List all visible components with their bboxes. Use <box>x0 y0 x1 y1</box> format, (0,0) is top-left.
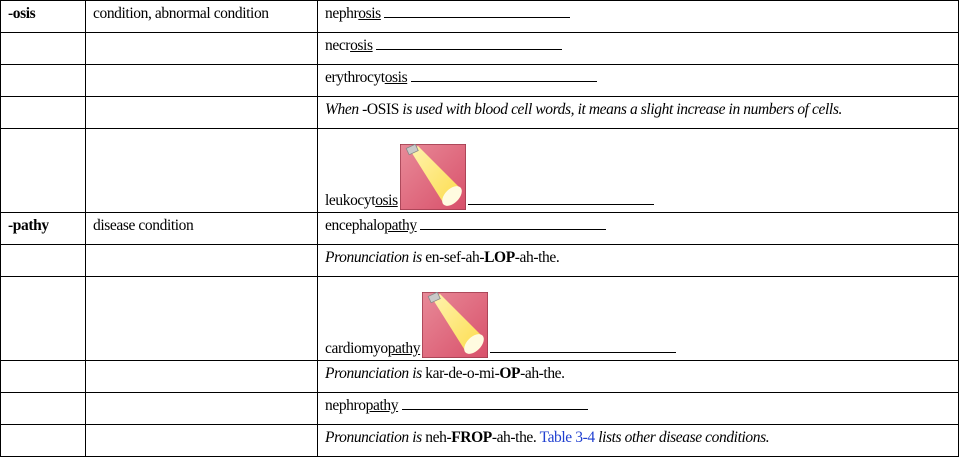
example-cell <box>318 33 959 65</box>
answer-blank[interactable] <box>468 192 654 205</box>
word-suffix: osis <box>375 192 398 209</box>
meaning-cell <box>86 97 318 129</box>
suffix-cell: -osis <box>1 1 86 33</box>
meaning-cell <box>86 361 318 393</box>
pronunciation-b: -ah-the. <box>520 365 565 382</box>
table-row <box>1 393 959 425</box>
word-root: leukocyt <box>325 192 376 209</box>
answer-blank[interactable] <box>376 37 562 50</box>
note-suffix: -OSIS <box>362 101 399 118</box>
example-cell <box>318 1 959 33</box>
suffix-cell <box>1 33 86 65</box>
meaning-cell <box>86 65 318 97</box>
answer-blank[interactable] <box>490 340 676 353</box>
answer-blank[interactable] <box>402 397 588 410</box>
word-suffix: osis <box>350 37 373 54</box>
word-suffix: osis <box>358 5 381 22</box>
answer-blank[interactable] <box>411 69 597 82</box>
pronunciation-label: Pronunciation is <box>325 365 422 382</box>
word-root: necr <box>325 37 351 54</box>
pronunciation-label: Pronunciation is <box>325 249 422 266</box>
spotlight-icon[interactable] <box>422 292 488 358</box>
suffix-cell <box>1 393 86 425</box>
pronunciation-a: neh- <box>421 429 452 446</box>
meaning-cell <box>86 245 318 277</box>
pronunciation-stress: LOP <box>484 249 515 266</box>
table-row <box>1 65 959 97</box>
answer-blank[interactable] <box>420 217 606 230</box>
pronunciation-a: en-sef-ah- <box>421 249 485 266</box>
table-row <box>1 213 959 245</box>
table-row <box>1 33 959 65</box>
pronunciation-cell <box>318 245 959 277</box>
table-row <box>1 129 959 213</box>
suffix-cell <box>1 129 86 213</box>
pronunciation-b: -ah-the. <box>491 429 540 446</box>
pronunciation-stress: OP <box>499 365 521 382</box>
meaning-cell <box>86 277 318 361</box>
note-text-start: When <box>325 101 363 118</box>
word-root: cardiomyo <box>325 340 388 357</box>
spotlight-icon[interactable] <box>400 144 466 210</box>
word-root: nephro <box>325 397 366 414</box>
example-cell <box>318 65 959 97</box>
pronunciation-cell <box>318 425 959 457</box>
example-cell <box>318 129 959 213</box>
word-suffix: pathy <box>384 217 417 234</box>
suffix-cell <box>1 97 86 129</box>
word-root: erythrocyt <box>325 69 385 86</box>
word-root: nephr <box>325 5 359 22</box>
meaning-cell <box>86 425 318 457</box>
meaning-cell: condition, abnormal condition <box>86 1 318 33</box>
table-row <box>1 277 959 361</box>
table-row <box>1 97 959 129</box>
meaning-cell <box>86 129 318 213</box>
pronunciation-label: Pronunciation is <box>325 429 422 446</box>
pronunciation-a: kar-de-o-mi- <box>421 365 500 382</box>
pronunciation-cell <box>318 361 959 393</box>
word-suffix: osis <box>384 69 408 86</box>
example-cell <box>318 213 959 245</box>
table-reference-link[interactable]: Table 3-4 <box>539 429 595 446</box>
meaning-cell: disease condition <box>86 213 318 245</box>
meaning-cell <box>86 393 318 425</box>
suffix-cell <box>1 425 86 457</box>
pronunciation-b: -ah-the. <box>514 249 560 266</box>
table-row <box>1 425 959 457</box>
meaning-cell <box>86 33 318 65</box>
suffix-cell: -pathy <box>1 213 86 245</box>
example-cell <box>318 393 959 425</box>
answer-blank[interactable] <box>384 5 570 18</box>
note-text-end: is used with blood cell words, it means a slight increase in numbers of cells. <box>402 101 842 118</box>
pronunciation-stress: FROP <box>451 429 492 446</box>
example-cell <box>318 277 959 361</box>
table-row <box>1 361 959 393</box>
note-cell <box>318 97 959 129</box>
word-root: encephalo <box>325 217 385 234</box>
table-row <box>1 1 959 33</box>
suffix-cell <box>1 277 86 361</box>
suffix-cell <box>1 361 86 393</box>
pronunciation-tail: lists other disease conditions. <box>594 429 770 446</box>
word-suffix: pathy <box>387 340 421 357</box>
table-row <box>1 245 959 277</box>
word-suffix: pathy <box>365 397 399 414</box>
suffix-cell <box>1 245 86 277</box>
suffix-cell <box>1 65 86 97</box>
